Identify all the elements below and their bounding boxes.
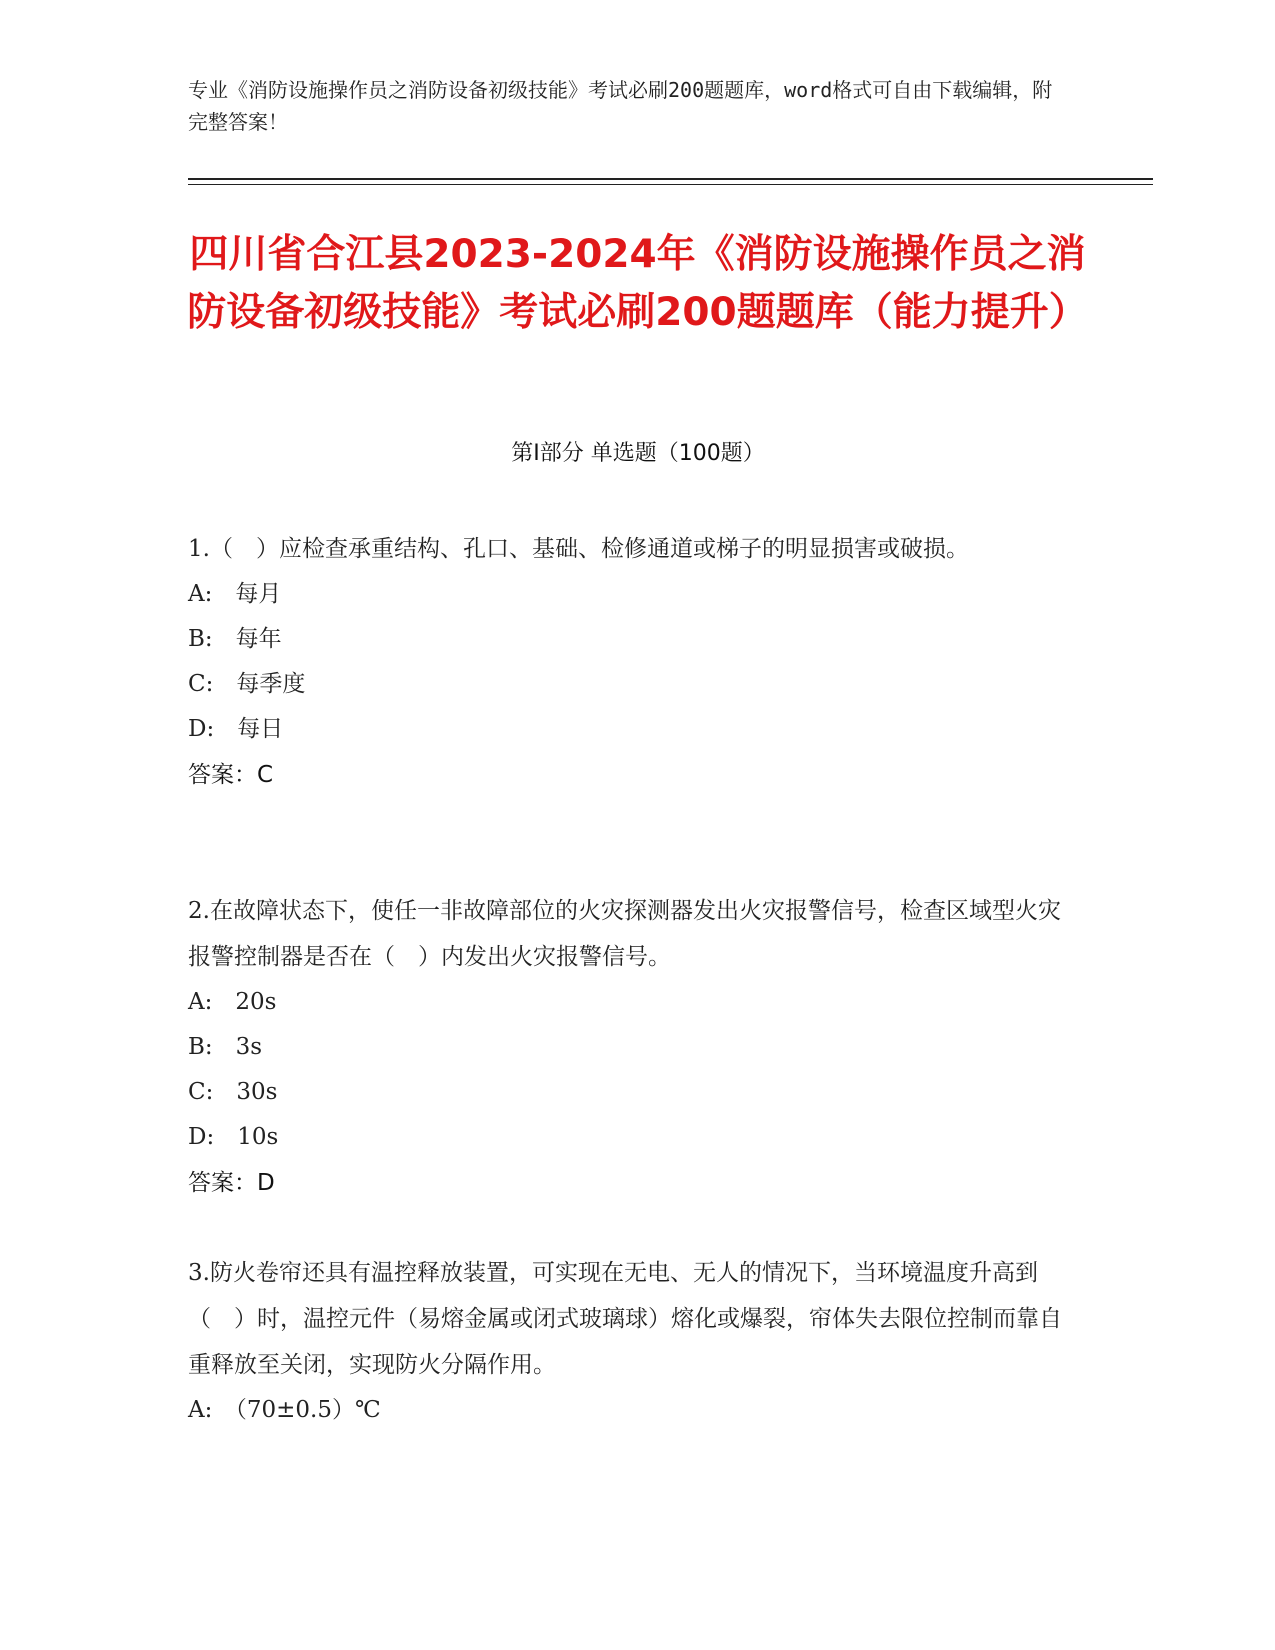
answer-label: 答案：D xyxy=(188,1170,275,1196)
question-stem: 3.防火卷帘还具有温控释放装置，可实现在无电、无人的情况下，当环境温度升高到（ ）时，温控元件（易熔金属或闭式玻璃球）熔化或爆裂，帘体失去限位控制而靠自重释放至关闭，实现防火分隔作用。 xyxy=(188,1260,1062,1378)
option-d: D: 每日 xyxy=(188,716,284,742)
option-a: A: 每月 xyxy=(188,581,282,607)
option-c: C: 30s xyxy=(188,1079,278,1105)
header-divider-thick xyxy=(188,178,1153,180)
question-stem: 1.（ ）应检查承重结构、孔口、基础、检修通道或梯子的明显损害或破损。 xyxy=(188,536,969,562)
option-d: D: 10s xyxy=(188,1124,279,1150)
question-block xyxy=(188,526,1068,798)
option-a: A: 20s xyxy=(188,989,277,1015)
question-block xyxy=(188,1250,1068,1433)
section-title: 第Ⅰ部分 单选题（100题） xyxy=(511,441,765,466)
option-b: B: 3s xyxy=(188,1034,263,1060)
document-title: 四川省合江县2023-2024年《消防设施操作员之消防设备初级技能》考试必刷200题题库（能力提升） xyxy=(187,232,1088,335)
header-divider-thin xyxy=(188,184,1153,185)
header-note: 专业《消防设施操作员之消防设备初级技能》考试必刷200题题库，word格式可自由下载编辑，附完整答案！ xyxy=(188,78,1053,134)
option-b: B: 每年 xyxy=(188,626,282,652)
question-stem: 2.在故障状态下，使任一非故障部位的火灾探测器发出火灾报警信号，检查区域型火灾报警控制器是否在（ ）内发出火灾报警信号。 xyxy=(188,898,1061,970)
question-block xyxy=(188,888,1068,1206)
option-c: C: 每季度 xyxy=(188,671,306,697)
option-a: A: （70±0.5）℃ xyxy=(188,1397,381,1423)
answer-label: 答案：C xyxy=(188,762,274,788)
